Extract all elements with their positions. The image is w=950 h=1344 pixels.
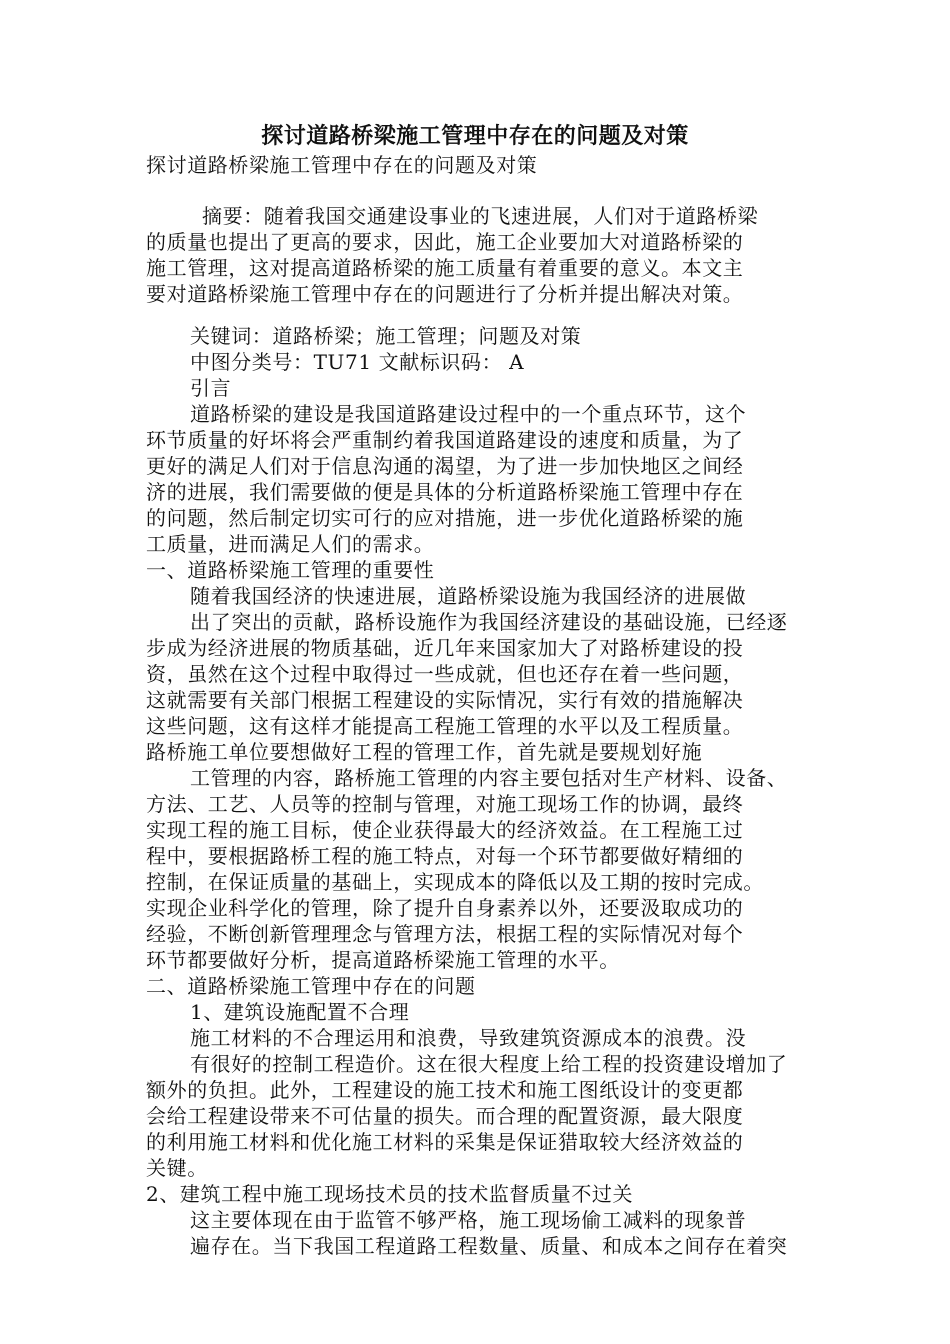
text-line: 步成为经济进展的物质基础，近几年来国家加大了对路桥建设的投 <box>146 636 744 660</box>
text-line: 的问题，然后制定切实可行的应对措施，进一步优化道路桥梁的施 <box>146 506 744 530</box>
text-line: 环节都要做好分析，提高道路桥梁施工管理的水平。 <box>146 948 620 972</box>
text-line: 实现工程的施工目标，使企业获得最大的经济效益。在工程施工过 <box>146 818 744 842</box>
text-line: 1、建筑设施配置不合理 <box>190 1000 410 1024</box>
text-line: 道路桥梁的建设是我国道路建设过程中的一个重点环节，这个 <box>190 402 747 426</box>
text-line: 这就需要有关部门根据工程建设的实际情况，实行有效的措施解决 <box>146 688 744 712</box>
text-line: 程中，要根据路桥工程的施工特点，对每一个环节都要做好精细的 <box>146 844 744 868</box>
text-line: 这些问题，这有这样才能提高工程施工管理的水平以及工程质量。 <box>146 714 744 738</box>
text-line: 遍存在。当下我国工程道路工程数量、质量、和成本之间存在着突 <box>190 1234 788 1258</box>
text-line: 随着我国经济的快速进展，道路桥梁设施为我国经济的进展做 <box>190 584 747 608</box>
text-line: 中图分类号：TU71 文献标识码： A <box>190 350 525 374</box>
text-line: 一、道路桥梁施工管理的重要性 <box>146 558 435 582</box>
text-line: 的质量也提出了更高的要求，因此，施工企业要加大对道路桥梁的 <box>146 230 744 254</box>
text-line: 施工管理，这对提高道路桥梁的施工质量有着重要的意义。本文主 <box>146 256 744 280</box>
text-line: 关键。 <box>146 1156 208 1180</box>
text-line: 济的进展，我们需要做的便是具体的分析道路桥梁施工管理中存在 <box>146 480 744 504</box>
text-line: 施工材料的不合理运用和浪费，导致建筑资源成本的浪费。没 <box>190 1026 747 1050</box>
document-title: 探讨道路桥梁施工管理中存在的问题及对策 <box>261 123 689 149</box>
text-line: 出了突出的贡献，路桥设施作为我国经济建设的基础设施，已经逐 <box>190 610 788 634</box>
text-line: 2、建筑工程中施工现场技术员的技术监督质量不过关 <box>146 1182 634 1206</box>
text-line: 实现企业科学化的管理，除了提升自身素养以外，还要汲取成功的 <box>146 896 744 920</box>
text-line: 经验，不断创新管理理念与管理方法，根据工程的实际情况对每个 <box>146 922 744 946</box>
text-line: 路桥施工单位要想做好工程的管理工作，首先就是要规划好施 <box>146 740 703 764</box>
text-line: 摘要：随着我国交通建设事业的飞速进展，人们对于道路桥梁 <box>202 204 759 228</box>
text-line: 资，虽然在这个过程中取得过一些成就，但也还存在着一些问题， <box>146 662 744 686</box>
text-line: 引言 <box>190 376 232 400</box>
text-line: 关键词：道路桥梁；施工管理；问题及对策 <box>190 324 582 348</box>
text-line: 工管理的内容，路桥施工管理的内容主要包括对生产材料、设备、 <box>190 766 788 790</box>
text-line: 会给工程建设带来不可估量的损失。而合理的配置资源，最大限度 <box>146 1104 744 1128</box>
text-line: 更好的满足人们对于信息沟通的渴望，为了进一步加快地区之间经 <box>146 454 744 478</box>
text-line: 要对道路桥梁施工管理中存在的问题进行了分析并提出解决对策。 <box>146 282 744 306</box>
text-line: 的利用施工材料和优化施工材料的采集是保证猎取较大经济效益的 <box>146 1130 744 1154</box>
text-line: 控制，在保证质量的基础上，实现成本的降低以及工期的按时完成。 <box>146 870 764 894</box>
text-line: 有很好的控制工程造价。这在很大程度上给工程的投资建设增加了 <box>190 1052 788 1076</box>
text-line: 二、道路桥梁施工管理中存在的问题 <box>146 974 476 998</box>
text-line: 这主要体现在由于监管不够严格，施工现场偷工减料的现象普 <box>190 1208 747 1232</box>
document-subtitle: 探讨道路桥梁施工管理中存在的问题及对策 <box>146 153 538 177</box>
text-line: 额外的负担。此外，工程建设的施工技术和施工图纸设计的变更都 <box>146 1078 744 1102</box>
text-line: 工质量，进而满足人们的需求。 <box>146 532 435 556</box>
text-line: 环节质量的好坏将会严重制约着我国道路建设的速度和质量，为了 <box>146 428 744 452</box>
text-line: 方法、工艺、人员等的控制与管理，对施工现场工作的协调，最终 <box>146 792 744 816</box>
